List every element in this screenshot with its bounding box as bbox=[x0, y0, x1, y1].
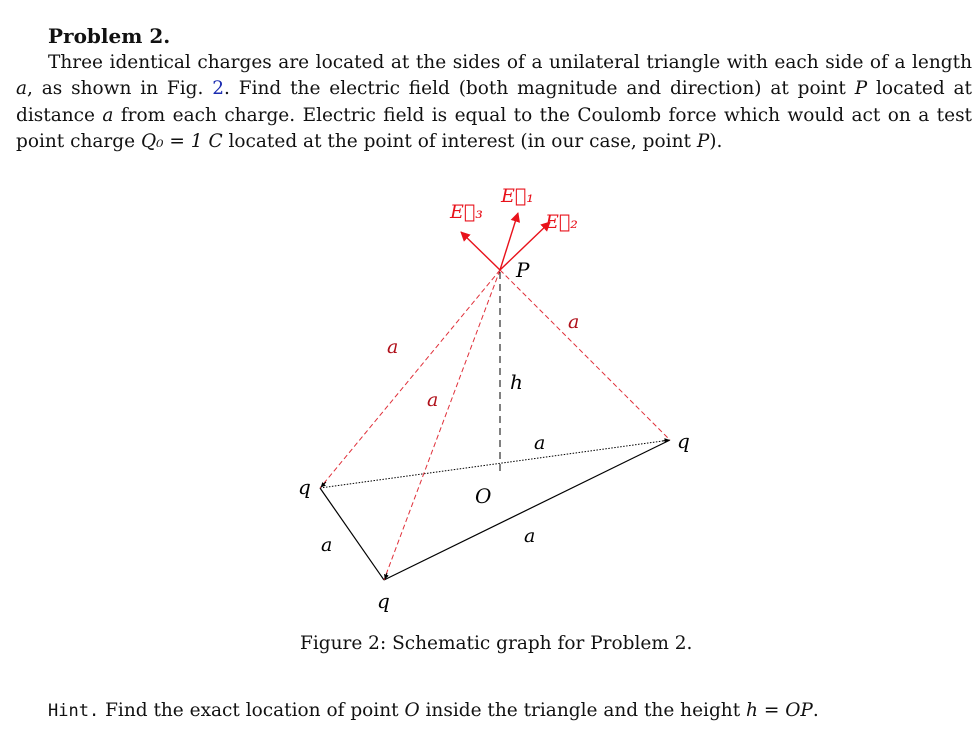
problem-statement bbox=[16, 50, 972, 156]
var-p-2: P bbox=[696, 131, 710, 153]
field-vector-e3 bbox=[461, 232, 500, 270]
triangle-edge-back bbox=[320, 440, 670, 488]
label-a-middle-left: a bbox=[427, 389, 439, 411]
problem-text-1: Three identical charges are located at the sides of a unilateral triangle with each side of a length bbox=[48, 52, 972, 73]
problem-text-3: . Find the electric field (both magnitude and direction) at point bbox=[224, 78, 855, 100]
label-a-upper-left: a bbox=[387, 336, 399, 358]
figure-reference-link[interactable]: 2 bbox=[212, 78, 225, 100]
problem-text-7: ). bbox=[709, 131, 723, 153]
var-a: a bbox=[16, 78, 28, 100]
label-q-bottom: q bbox=[377, 589, 390, 613]
schematic-figure bbox=[0, 160, 977, 620]
charge-expression: Q₀ = 1 C bbox=[140, 131, 223, 153]
label-h: h bbox=[510, 370, 523, 394]
label-a-upper-right: a bbox=[568, 311, 580, 333]
arrow-tip-left bbox=[321, 482, 326, 487]
hint-var-o: O bbox=[404, 700, 420, 721]
label-q-left: q bbox=[298, 475, 311, 499]
problem-heading: Problem 2. bbox=[48, 24, 171, 48]
hint-text-3: . bbox=[812, 700, 819, 721]
triangle-edge-bottom bbox=[384, 440, 670, 580]
label-a-center: a bbox=[534, 432, 546, 454]
label-e1: E⃗₁ bbox=[501, 185, 534, 207]
label-e2: E⃗₂ bbox=[545, 211, 578, 233]
var-a-2: a bbox=[102, 104, 114, 126]
label-e3: E⃗₃ bbox=[450, 201, 483, 223]
label-a-lower-left: a bbox=[321, 534, 333, 556]
hint-label: Hint. bbox=[48, 701, 100, 721]
hint-text-1: Find the exact location of point bbox=[99, 700, 405, 721]
problem-text-4: located at distance bbox=[16, 78, 972, 126]
label-a-lower-right: a bbox=[524, 525, 536, 547]
edge-p-bottom bbox=[384, 270, 500, 580]
problem-text-6: located at the point of interest (in our case, point bbox=[222, 131, 697, 153]
hint-expression: h = OP bbox=[746, 700, 813, 721]
figure-caption: Figure 2: Schematic graph for Problem 2. bbox=[300, 633, 693, 654]
var-p: P bbox=[854, 78, 868, 100]
edge-p-left bbox=[320, 270, 500, 488]
problem-text-2: , as shown in Fig. bbox=[27, 78, 213, 100]
edge-p-right bbox=[500, 270, 670, 440]
label-q-right: q bbox=[677, 429, 690, 453]
label-p: P bbox=[516, 258, 530, 282]
label-o: O bbox=[475, 484, 492, 508]
hint-text-2: inside the triangle and the height bbox=[419, 700, 747, 721]
hint-paragraph bbox=[48, 700, 819, 721]
problem-text-5: from each charge. Electric field is equal to the Coulomb force which would act on a test point charge bbox=[16, 104, 972, 153]
